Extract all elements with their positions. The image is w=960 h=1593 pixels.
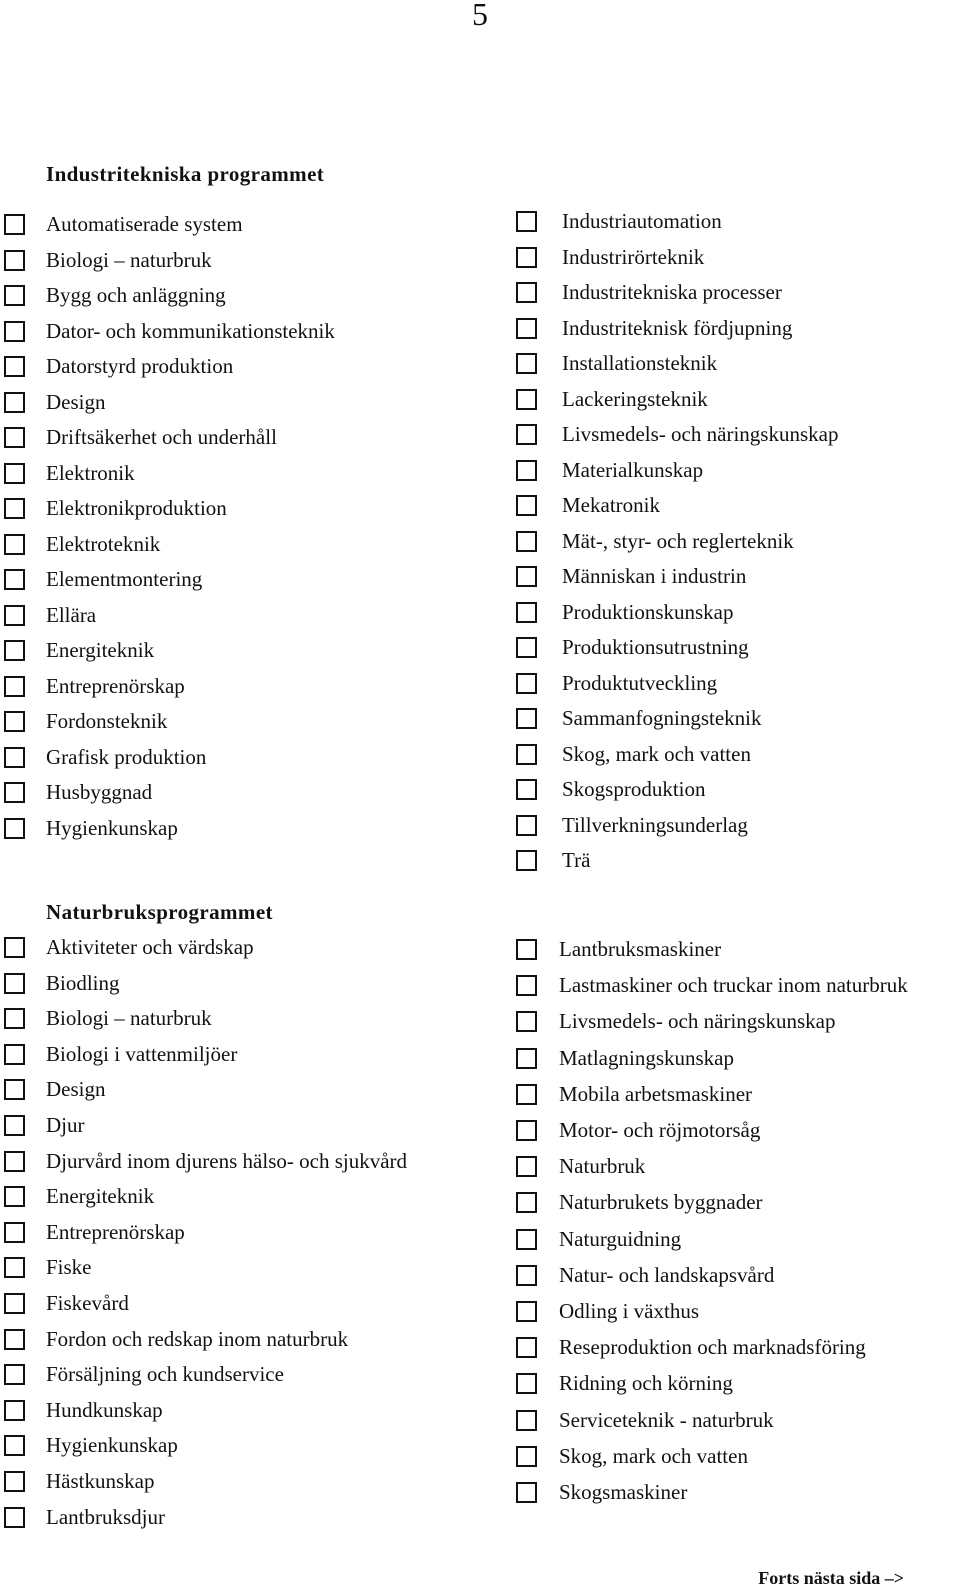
checkbox-label: Dator- och kommunikationsteknik bbox=[46, 318, 335, 343]
checkbox-label: Fiskevård bbox=[46, 1291, 129, 1315]
checkbox-label: Lackeringsteknik bbox=[562, 386, 708, 411]
checkbox-label: Biologi – naturbruk bbox=[46, 247, 212, 272]
checkbox[interactable] bbox=[516, 1084, 537, 1105]
checkbox[interactable] bbox=[4, 534, 25, 555]
checkbox-label: Sammanfogningsteknik bbox=[562, 706, 762, 730]
checkbox-label: Natur- och landskapsvård bbox=[559, 1262, 775, 1287]
checkbox-label: Ridning och körning bbox=[559, 1371, 733, 1396]
checkbox-label: Tillverkningsunderlag bbox=[562, 812, 748, 837]
checkbox[interactable] bbox=[4, 747, 25, 768]
checkbox-label: Produktionsutrustning bbox=[562, 635, 749, 659]
checkbox-label: Design bbox=[46, 1077, 106, 1102]
checkbox[interactable] bbox=[4, 1471, 25, 1492]
checkbox-label: Hästkunskap bbox=[46, 1469, 155, 1493]
checkbox-label: Husbyggnad bbox=[46, 780, 153, 804]
checkbox-label: Industritekniska processer bbox=[562, 280, 782, 304]
checkbox-label: Fiske bbox=[46, 1255, 92, 1280]
checkbox-label: Djurvård inom djurens hälso- och sjukvård bbox=[46, 1148, 408, 1173]
checkbox[interactable] bbox=[516, 424, 537, 445]
section-heading-industritekniska: Industritekniska programmet bbox=[46, 162, 325, 186]
checkbox-label: Fordonsteknik bbox=[46, 709, 168, 733]
checkbox[interactable] bbox=[516, 1265, 537, 1286]
checkbox[interactable] bbox=[4, 1044, 25, 1065]
checkbox[interactable] bbox=[516, 744, 537, 765]
checkbox[interactable] bbox=[4, 1293, 25, 1314]
checkbox-label: Driftsäkerhet och underhåll bbox=[46, 425, 277, 449]
checkbox-label: Mobila arbetsmaskiner bbox=[559, 1081, 753, 1106]
checkbox-label: Naturguidning bbox=[559, 1226, 682, 1251]
checkbox[interactable] bbox=[4, 427, 25, 448]
checkbox-label: Lantbruksdjur bbox=[46, 1504, 165, 1529]
checkbox[interactable] bbox=[4, 1151, 25, 1172]
checkbox[interactable] bbox=[4, 1008, 25, 1029]
checkbox[interactable] bbox=[4, 1222, 25, 1243]
checkbox[interactable] bbox=[4, 356, 25, 377]
checkbox[interactable] bbox=[516, 1373, 537, 1394]
checkbox[interactable] bbox=[516, 975, 537, 996]
checkbox-label: Entreprenörskap bbox=[46, 673, 185, 698]
checkbox[interactable] bbox=[516, 495, 537, 516]
checkbox-label: Aktiviteter och värdskap bbox=[46, 935, 254, 959]
checkbox[interactable] bbox=[516, 673, 537, 694]
checkbox-label: Ellära bbox=[46, 602, 97, 627]
checkbox-label: Installationsteknik bbox=[562, 351, 718, 375]
checkbox[interactable] bbox=[4, 1400, 25, 1421]
checkbox[interactable] bbox=[516, 708, 537, 729]
checkbox-label: Industrirörteknik bbox=[562, 244, 705, 269]
checkbox[interactable] bbox=[516, 602, 537, 623]
checkbox-label: Grafisk produktion bbox=[46, 744, 207, 769]
checkbox-label: Materialkunskap bbox=[562, 457, 704, 482]
checkbox[interactable] bbox=[516, 779, 537, 800]
checkbox-label: Elektroteknik bbox=[46, 531, 161, 556]
checkbox-label: Automatiserade system bbox=[46, 212, 243, 236]
checkbox[interactable] bbox=[4, 1257, 25, 1278]
checkbox[interactable] bbox=[4, 818, 25, 839]
checkbox[interactable] bbox=[4, 937, 25, 958]
checkbox[interactable] bbox=[4, 1079, 25, 1100]
checkbox-label: Hundkunskap bbox=[46, 1397, 163, 1422]
checkbox[interactable] bbox=[516, 247, 537, 268]
checkbox[interactable] bbox=[516, 1192, 537, 1213]
checkbox-label: Hygienkunskap bbox=[46, 815, 178, 840]
checkbox[interactable] bbox=[516, 531, 537, 552]
checkbox-label: Design bbox=[46, 389, 106, 414]
checkbox[interactable] bbox=[4, 1435, 25, 1456]
checkbox[interactable] bbox=[516, 1120, 537, 1141]
checkbox[interactable] bbox=[4, 498, 25, 519]
checkbox[interactable] bbox=[4, 392, 25, 413]
checkbox[interactable] bbox=[516, 1156, 537, 1177]
checkbox[interactable] bbox=[516, 318, 537, 339]
checkbox-label: Matlagningskunskap bbox=[559, 1045, 734, 1070]
checkbox[interactable] bbox=[4, 1364, 25, 1385]
checkbox-label: Naturbruk bbox=[559, 1154, 646, 1179]
checkbox[interactable] bbox=[516, 637, 537, 658]
checkbox[interactable] bbox=[4, 1115, 25, 1136]
checkbox[interactable] bbox=[4, 214, 25, 235]
checkbox[interactable] bbox=[516, 939, 537, 960]
checkbox-label: Biodling bbox=[46, 970, 120, 995]
checkbox-label: Skog, mark och vatten bbox=[562, 741, 751, 766]
checkbox[interactable] bbox=[4, 250, 25, 271]
checkbox[interactable] bbox=[4, 321, 25, 342]
checkbox-label: Skogsmaskiner bbox=[559, 1480, 688, 1504]
checkbox-label: Datorstyrd produktion bbox=[46, 354, 234, 378]
section-heading-naturbruk: Naturbruksprogrammet bbox=[46, 900, 273, 924]
checkbox[interactable] bbox=[4, 605, 25, 626]
checkbox-label: Biologi – naturbruk bbox=[46, 1006, 212, 1031]
checkbox[interactable] bbox=[516, 1337, 537, 1358]
checkbox[interactable] bbox=[516, 1229, 537, 1250]
checkbox[interactable] bbox=[516, 815, 537, 836]
checkbox-label: Hygienkunskap bbox=[46, 1433, 178, 1458]
checkbox[interactable] bbox=[4, 285, 25, 306]
checkbox-label: Djur bbox=[46, 1113, 85, 1137]
checkbox[interactable] bbox=[4, 711, 25, 732]
checkbox[interactable] bbox=[516, 389, 537, 410]
checkbox-label: Odling i växthus bbox=[559, 1299, 699, 1323]
checkbox-label: Energiteknik bbox=[46, 1184, 155, 1209]
checkbox-label: Trä bbox=[562, 848, 591, 872]
checkbox[interactable] bbox=[516, 211, 537, 232]
checkbox[interactable] bbox=[516, 460, 537, 481]
page-number: 5 bbox=[472, 0, 488, 32]
continue-next-page: Forts nästa sida –> bbox=[758, 1568, 904, 1588]
checkbox[interactable] bbox=[4, 640, 25, 661]
checkbox-label: Produktionskunskap bbox=[562, 599, 734, 624]
checkbox[interactable] bbox=[4, 973, 25, 994]
checkbox[interactable] bbox=[4, 1329, 25, 1350]
checkbox-label: Lastmaskiner och truckar inom naturbruk bbox=[559, 973, 908, 998]
checkbox-label: Livsmedels- och näringskunskap bbox=[559, 1009, 836, 1034]
checkbox-label: Livsmedels- och näringskunskap bbox=[562, 422, 839, 446]
checkbox[interactable] bbox=[516, 282, 537, 303]
checkbox[interactable] bbox=[516, 566, 537, 587]
checkbox-label: Försäljning och kundservice bbox=[46, 1362, 284, 1387]
checkbox[interactable] bbox=[4, 1507, 25, 1528]
checkbox-label: Skogsproduktion bbox=[562, 777, 706, 801]
checkbox[interactable] bbox=[516, 353, 537, 374]
checkbox[interactable] bbox=[4, 569, 25, 590]
checkbox[interactable] bbox=[516, 1446, 537, 1467]
checkbox-label: Biologi i vattenmiljöer bbox=[46, 1041, 238, 1066]
checkbox-label: Mekatronik bbox=[562, 493, 660, 517]
checkbox[interactable] bbox=[4, 1186, 25, 1207]
checkbox-label: Motor- och röjmotorsåg bbox=[559, 1118, 761, 1142]
checkbox-label: Elektronikproduktion bbox=[46, 496, 227, 520]
checkbox-label: Elektronik bbox=[46, 460, 135, 485]
checkbox[interactable] bbox=[516, 1410, 537, 1431]
checkbox[interactable] bbox=[516, 850, 537, 871]
checkbox[interactable] bbox=[4, 782, 25, 803]
checkbox-label: Entreprenörskap bbox=[46, 1219, 185, 1244]
checkbox[interactable] bbox=[4, 676, 25, 697]
checkbox-label: Människan i industrin bbox=[562, 564, 747, 588]
checkbox-label: Naturbrukets byggnader bbox=[559, 1190, 763, 1215]
checkbox-label: Mät-, styr- och reglerteknik bbox=[562, 528, 794, 553]
checkbox-label: Reseproduktion och marknadsföring bbox=[559, 1335, 866, 1360]
checkbox-label: Bygg och anläggning bbox=[46, 283, 226, 307]
checkbox-label: Serviceteknik - naturbruk bbox=[559, 1407, 774, 1432]
checkbox[interactable] bbox=[516, 1301, 537, 1322]
checkbox[interactable] bbox=[4, 463, 25, 484]
checkbox-label: Energiteknik bbox=[46, 638, 155, 662]
checkbox-label: Skog, mark och vatten bbox=[559, 1443, 748, 1468]
checkbox[interactable] bbox=[516, 1048, 537, 1069]
checkbox-label: Lantbruksmaskiner bbox=[559, 937, 722, 961]
checkbox-label: Industriteknisk fördjupning bbox=[562, 315, 793, 340]
checkbox[interactable] bbox=[516, 1011, 537, 1032]
checkbox-label: Elementmontering bbox=[46, 567, 203, 591]
checkbox-label: Fordon och redskap inom naturbruk bbox=[46, 1326, 349, 1351]
checkbox[interactable] bbox=[516, 1482, 537, 1503]
checkbox-label: Produktutveckling bbox=[562, 670, 718, 695]
checkbox-label: Industriautomation bbox=[562, 209, 722, 233]
